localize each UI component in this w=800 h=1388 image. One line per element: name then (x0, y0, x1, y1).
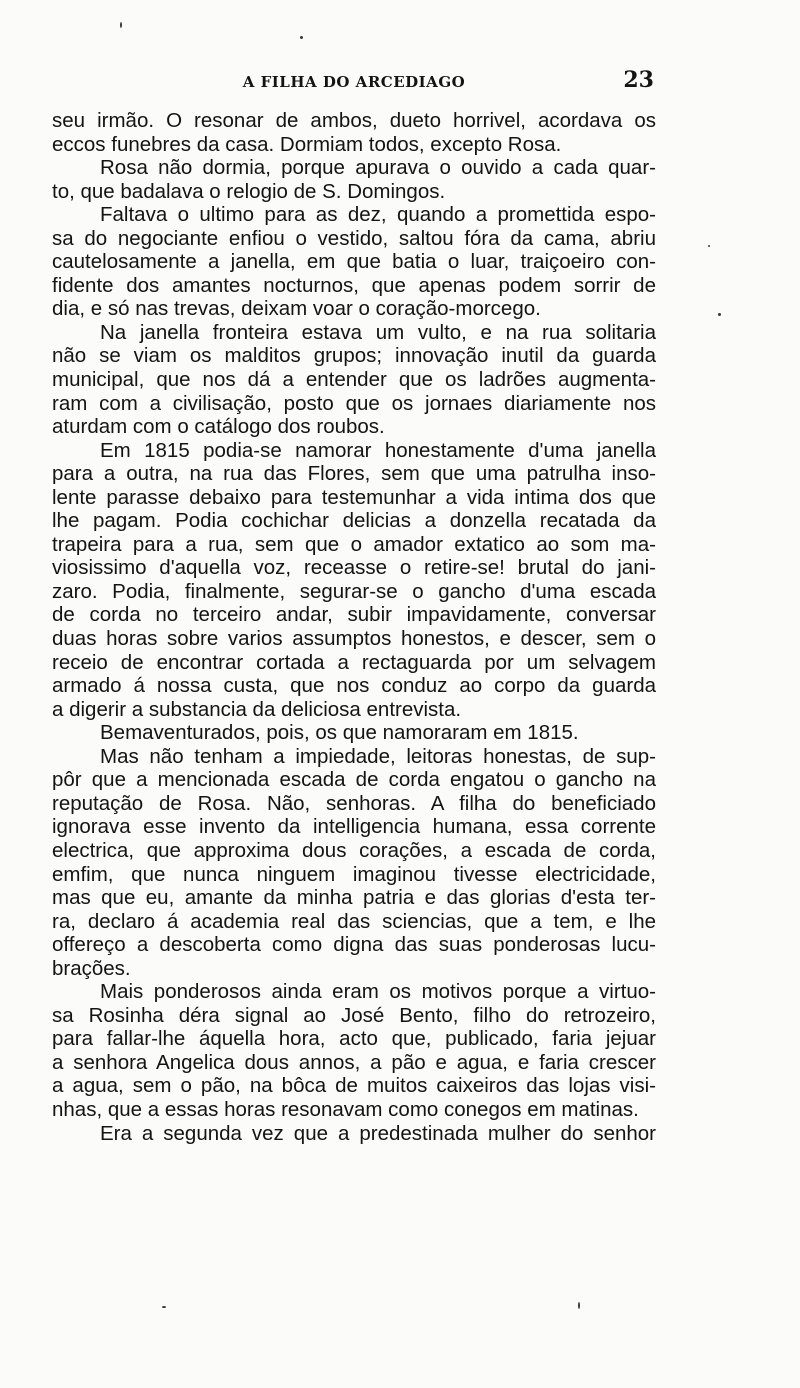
scan-speck (300, 36, 303, 39)
text-line: mas que eu, amante da minha patria e das glorias d'esta ter- (52, 886, 656, 910)
text-line: armado á nossa custa, que nos conduz ao corpo da guarda (52, 674, 656, 698)
text-line: duas horas sobre varios assumptos honestos, e descer, sem o (52, 627, 656, 651)
scan-speck (578, 1302, 580, 1309)
text-line: Bemaventurados, pois, os que namoraram em 1815. (100, 721, 579, 745)
page-number: 23 (623, 67, 654, 93)
scan-speck (708, 245, 710, 247)
text-line: lente parasse debaixo para testemunhar a vida intima dos que (52, 485, 656, 509)
text-line: receio de encontrar cortada a rectaguarda por um selvagem (52, 650, 656, 674)
text-line: municipal, que nos dá a entender que os ladrões augmenta- (52, 368, 656, 392)
text-line: to, que badalava o relogio de S. Domingos. (52, 179, 446, 203)
text-line: aturdam com o catálogo dos roubos. (52, 415, 385, 439)
text-line: trapeira para a rua, sem que o amador extatico ao som ma- (52, 532, 656, 556)
text-line: fidente dos amantes nocturnos, que apenas podem sorrir de (52, 273, 656, 297)
text-line: Faltava o ultimo para as dez, quando a promettida espo- (100, 203, 656, 227)
text-line: seu irmão. O resonar de ambos, dueto horrivel, acordava os (52, 109, 656, 132)
text-line: viosissimo d'aquella voz, receasse o retire-se! brutal do jani- (52, 556, 656, 580)
text-line: brações. (52, 956, 131, 980)
text-line: ignorava esse invento da intelligencia humana, essa corrente (52, 815, 656, 839)
text-line: sa do negociante enfiou o vestido, saltou fóra da cama, abriu (52, 226, 656, 250)
text-line: cautelosamente a janella, em que batia o luar, traiçoeiro con- (52, 250, 656, 274)
text-line: offereço a descoberta como digna das suas ponderosas lucu- (52, 933, 656, 957)
text-line: não se viam os malditos grupos; innovação inutil da guarda (52, 344, 656, 368)
text-line: para a outra, na rua das Flores, sem que uma patrulha inso- (52, 462, 656, 486)
text-line: ram com a civilisação, posto que os jornaes diariamente nos (52, 391, 656, 415)
text-line: Era a segunda vez que a predestinada mulher do senhor (100, 1121, 656, 1145)
text-line: a agua, sem o pão, na bôca de muitos caixeiros das lojas visi- (52, 1074, 656, 1098)
text-line: pôr que a mencionada escada de corda engatou o gancho na (52, 768, 656, 792)
text-line: sa Rosinha déra signal ao José Bento, filho do retrozeiro, (52, 1003, 656, 1027)
running-header (52, 67, 656, 97)
text-line: lhe pagam. Podia cochichar delicias a donzella recatada da (52, 509, 656, 533)
running-title: A FILHA DO ARCEDIAGO (242, 73, 466, 91)
text-line: emfim, que nunca ninguem imaginou tivesse electricidade, (52, 862, 656, 886)
scan-speck (718, 313, 721, 316)
text-line: electrica, que approxima dous corações, a escada de corda, (52, 838, 656, 862)
scan-speck (162, 1306, 166, 1308)
text-line: zaro. Podia, finalmente, segurar-se o gancho d'uma escada (52, 579, 656, 603)
text-line: a senhora Angelica dous annos, a pão e agua, e faria crescer (52, 1050, 656, 1074)
text-line: eccos funebres da casa. Dormiam todos, excepto Rosa. (52, 132, 562, 156)
text-line: Na janella fronteira estava um vulto, e na rua solitaria (100, 320, 656, 344)
text-line: Em 1815 podia-se namorar honestamente d'uma janella (100, 438, 656, 462)
text-line: ra, declaro á academia real das sciencias, que a tem, e lhe (52, 909, 656, 933)
text-line: Rosa não dormia, porque apurava o ouvido a cada quar- (100, 156, 656, 180)
text-line: Mas não tenham a impiedade, leitoras honestas, de sup- (100, 744, 656, 768)
text-line: nhas, que a essas horas resonavam como conegos em matinas. (52, 1097, 639, 1121)
text-line: para fallar-lhe áquella hora, acto que, publicado, faria jejuar (52, 1027, 656, 1051)
text-line: Mais ponderosos ainda eram os motivos porque a virtuo- (100, 980, 656, 1004)
text-line: a digerir a substancia da deliciosa entrevista. (52, 697, 462, 721)
text-line: dia, e só nas trevas, deixam voar o coração-morcego. (52, 297, 541, 321)
text-line: de corda no terceiro andar, subir impavidamente, conversar (52, 603, 656, 627)
body-text (52, 109, 656, 1145)
scan-speck (120, 22, 122, 28)
text-line: reputação de Rosa. Não, senhoras. A filha do beneficiado (52, 791, 656, 815)
